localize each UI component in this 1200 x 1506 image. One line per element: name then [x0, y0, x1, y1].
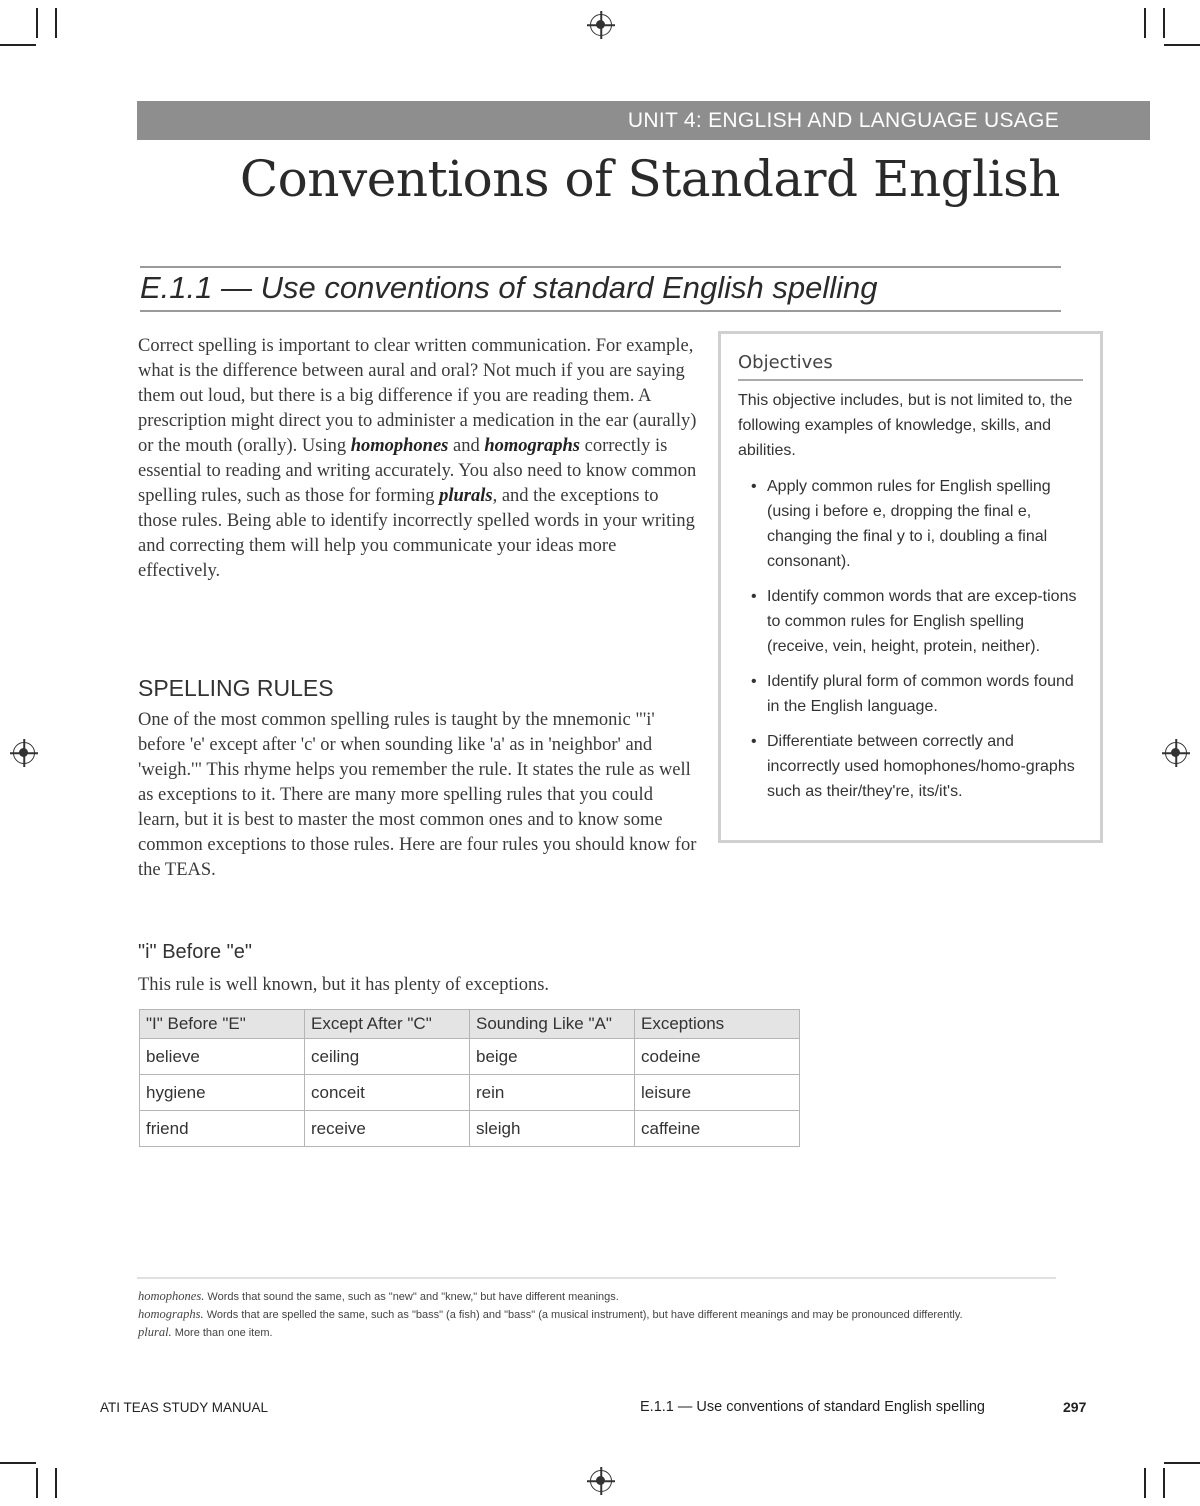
crop-mark — [36, 1468, 38, 1498]
table-header: Except After "C" — [305, 1010, 470, 1039]
table-header: Exceptions — [635, 1010, 800, 1039]
table-header: Sounding Like "A" — [470, 1010, 635, 1039]
glossary-term-plurals: plurals — [439, 486, 493, 506]
glossary-term-homographs: homographs — [484, 436, 580, 456]
ie-heading: "i" Before "e" — [138, 941, 253, 963]
crop-mark — [0, 44, 36, 46]
table-row — [140, 1039, 800, 1075]
crop-mark — [1163, 8, 1165, 38]
chapter-title: Conventions of Standard English — [239, 150, 1060, 208]
table-cell: leisure — [635, 1075, 800, 1111]
list-item: • Apply common rules for English spelling (using i before e, dropping the final e, changing the final y to i, doubling a final consonant). — [751, 474, 1081, 574]
section-rule-bottom — [140, 310, 1061, 312]
table-cell: ceiling — [305, 1039, 470, 1075]
footnote — [138, 1307, 1038, 1322]
crop-mark — [1163, 1468, 1165, 1498]
list-item: • Identify plural form of common words found in the English language. — [751, 669, 1081, 719]
table-cell: hygiene — [140, 1075, 305, 1111]
table-header-row — [140, 1010, 800, 1039]
footnote-term: homophones. — [138, 1289, 205, 1303]
unit-banner — [137, 101, 1150, 140]
registration-mark-icon — [590, 14, 612, 36]
list-item: • Identify common words that are excep-tions to common rules for English spelling (receive, vein, height, protein, neither). — [751, 584, 1081, 659]
objectives-box — [718, 331, 1103, 843]
ie-intro: This rule is well known, but it has plenty of exceptions. — [138, 975, 550, 995]
section-heading: E.1.1 — Use conventions of standard English spelling — [140, 270, 878, 305]
crop-mark — [55, 8, 57, 38]
registration-mark-icon — [1165, 742, 1187, 764]
table-cell: sleigh — [470, 1111, 635, 1147]
table-cell: beige — [470, 1039, 635, 1075]
table-cell: believe — [140, 1039, 305, 1075]
table-cell: conceit — [305, 1075, 470, 1111]
crop-mark — [1164, 1462, 1200, 1464]
crop-mark — [55, 1468, 57, 1498]
registration-mark-icon — [13, 742, 35, 764]
footnote-definition: More than one item. — [174, 1327, 273, 1339]
table-row — [140, 1075, 800, 1111]
table-cell: caffeine — [635, 1111, 800, 1147]
footnote-rule — [137, 1277, 1056, 1279]
footnote-term: homographs. — [138, 1307, 204, 1321]
registration-mark-icon — [590, 1470, 612, 1492]
crop-mark — [1144, 1468, 1146, 1498]
objectives-rule — [738, 379, 1083, 381]
page-number: 297 — [1063, 1399, 1087, 1415]
crop-mark — [1164, 44, 1200, 46]
table-cell: friend — [140, 1111, 305, 1147]
table-row — [140, 1111, 800, 1147]
objectives-intro: This objective includes, but is not limited to, the following examples of knowledge, skills, and abilities. — [738, 392, 1073, 459]
list-item: • Differentiate between correctly and incorrectly used homophones/homo-graphs such as their/they're, its/it's. — [751, 729, 1081, 804]
footnote-definition: Words that are spelled the same, such as "bass" (a fish) and "bass" (a musical instrument), but have different meanings and may be pronounced differently. — [206, 1309, 963, 1321]
crop-mark — [1144, 8, 1146, 38]
footer-running-title: E.1.1 — Use conventions of standard English spelling — [640, 1399, 985, 1415]
table-cell: codeine — [635, 1039, 800, 1075]
objectives-list — [751, 474, 1081, 814]
spelling-table — [139, 1009, 800, 1147]
table-cell: receive — [305, 1111, 470, 1147]
crop-mark — [36, 8, 38, 38]
footnotes — [138, 1289, 1038, 1343]
unit-label: UNIT 4: ENGLISH AND LANGUAGE USAGE — [627, 109, 1059, 132]
footer-manual: ATI TEAS STUDY MANUAL — [100, 1400, 269, 1415]
objectives-title: Objectives — [738, 352, 833, 373]
footnote — [138, 1325, 1038, 1340]
footnote — [138, 1289, 1038, 1304]
intro-paragraph: Correct spelling is important to clear written communication. For example, what is the difference between aural and oral? Not much if you are saying them out loud, but there is a big difference if you are reading them. A prescription might direct you to administer a medication in the ear (aurally) or the mouth (orally). Using homophones and homographs correctly is essential to reading and writing accurately. You also need to know common spelling rules, such as those for forming plurals, and the exceptions to those rules. Being able to identify incorrectly spelled words in your writing and correcting them will help you communicate your ideas more effectively. — [138, 336, 697, 581]
table-header: "I" Before "E" — [140, 1010, 305, 1039]
table-cell: rein — [470, 1075, 635, 1111]
spelling-rules-paragraph: One of the most common spelling rules is taught by the mnemonic "'i' before 'e' except after 'c' or when sounding like 'a' as in 'neighbor' and 'weigh.'" This rhyme helps you remember the rule. It states the rule as well as exceptions to it. There are many more spelling rules that you could learn, but it is best to master the most common ones and to know some common exceptions to those rules. Here are four rules you should know for the TEAS. — [138, 710, 697, 880]
section-rule-top — [140, 266, 1061, 268]
footnote-definition: Words that sound the same, such as "new" and "knew," but have different meanings. — [207, 1291, 619, 1303]
crop-mark — [0, 1462, 36, 1464]
spelling-rules-heading: SPELLING RULES — [138, 675, 334, 701]
footnote-term: plural. — [138, 1325, 172, 1339]
glossary-term-homophones: homophones — [350, 436, 449, 456]
